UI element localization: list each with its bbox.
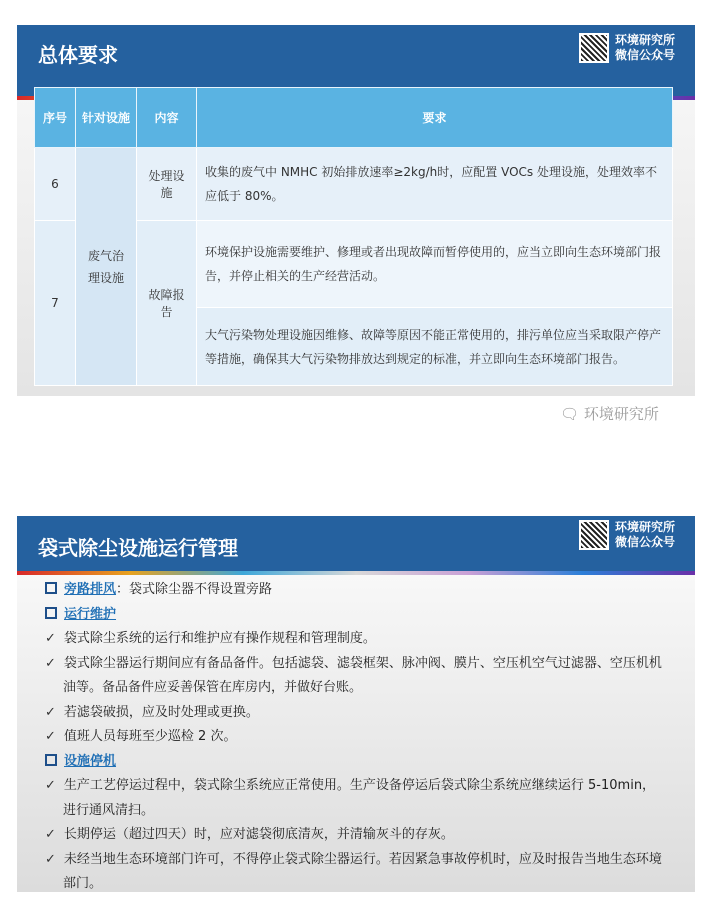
item-text: 袋式除尘器运行期间应有备品备件。包括滤袋、滤袋框架、脉冲阀、膜片、空压机空气过滤器、空压机机油等。备品备件应妥善保管在库房内，并做好台账。 xyxy=(63,655,662,695)
qr-code-icon xyxy=(579,520,609,550)
section-bypass xyxy=(45,578,665,603)
cell-facility: 废气治理设施 xyxy=(76,148,137,386)
list-item xyxy=(45,652,665,701)
section-text: ：袋式除尘器不得设置旁路 xyxy=(116,582,273,597)
item-text: 生产工艺停运过程中，袋式除尘系统应正常使用。生产设备停运后袋式除尘系统应继续运行 5-10min，进行通风清扫。 xyxy=(63,778,656,818)
cell-requirement: 大气污染物处理设施因维修、故障等原因不能正常使用的，排污单位应当采取限产停产等措施，确保其大气污染物排放达到规定的标准，并立即向生态环境部门报告。 xyxy=(197,308,673,386)
check-icon: ✓ xyxy=(45,631,56,646)
logo-line: 环境研究所 xyxy=(614,33,675,47)
check-icon: ✓ xyxy=(45,851,56,867)
cell-content: 处理设施 xyxy=(137,148,197,221)
section-heading: 设施停机 xyxy=(64,753,117,769)
square-bullet-icon xyxy=(45,607,57,619)
col-header: 序号 xyxy=(35,88,76,148)
check-icon: ✓ xyxy=(45,655,56,671)
item-text: 长期停运（超过四天）时，应对滤袋彻底清灰，并清输灰斗的存灰。 xyxy=(63,827,454,842)
slide-content xyxy=(45,578,665,897)
section-heading: 运行维护 xyxy=(64,606,117,622)
table-row xyxy=(35,148,673,221)
slide-title: 袋式除尘设施运行管理 xyxy=(38,536,238,560)
logo-line: 微信公众号 xyxy=(614,535,675,549)
section-maintenance xyxy=(45,603,665,628)
slide-general-requirements xyxy=(17,25,695,396)
slide-bag-filter-management xyxy=(17,516,695,892)
list-item xyxy=(45,823,665,848)
square-bullet-icon xyxy=(45,582,57,594)
section-shutdown xyxy=(45,750,665,775)
item-text: 未经当地生态环境部门许可，不得停止袋式除尘器运行。若因紧急事故停机时，应及时报告当地生态环境部门。 xyxy=(63,851,662,891)
check-icon: ✓ xyxy=(45,778,56,793)
item-text: 袋式除尘系统的运行和维护应有操作规程和管理制度。 xyxy=(63,631,376,646)
slide-header xyxy=(17,516,695,572)
list-item xyxy=(45,774,665,823)
cell-requirement: 收集的废气中 NMHC 初始排放速率≥2kg/h时，应配置 VOCs 处理设施，处理效率不应低于 80%。 xyxy=(197,148,673,221)
section-heading: 旁路排风 xyxy=(64,582,117,597)
check-icon: ✓ xyxy=(45,729,56,744)
logo-line: 环境研究所 xyxy=(614,520,675,534)
cell-content: 故障报告 xyxy=(137,221,197,386)
col-header: 针对设施 xyxy=(76,88,137,148)
list-item xyxy=(45,701,665,726)
item-text: 若滤袋破损，应及时处理或更换。 xyxy=(63,704,259,720)
check-icon: ✓ xyxy=(45,704,56,720)
square-bullet-icon xyxy=(45,754,57,766)
col-header: 要求 xyxy=(197,88,673,148)
list-item xyxy=(45,848,665,897)
watermark-text: 环境研究所 xyxy=(583,405,659,423)
qr-code-icon xyxy=(579,33,609,63)
cell-no: 6 xyxy=(35,148,76,221)
logo xyxy=(579,520,675,550)
watermark: 🗨 环境研究所 xyxy=(560,405,659,423)
cell-no: 7 xyxy=(35,221,76,386)
check-icon: ✓ xyxy=(45,827,56,842)
cell-requirement: 环境保护设施需要维护、修理或者出现故障而暂停使用的，应当立即向生态环境部门报告，并停止相关的生产经营活动。 xyxy=(197,221,673,308)
rainbow-divider xyxy=(17,571,695,575)
col-header: 内容 xyxy=(137,88,197,148)
list-item xyxy=(45,627,665,652)
slide-title: 总体要求 xyxy=(38,43,118,67)
logo xyxy=(579,33,675,63)
item-text: 值班人员每班至少巡检 2 次。 xyxy=(63,729,237,744)
logo-line: 微信公众号 xyxy=(614,48,675,62)
requirements-table xyxy=(34,87,673,386)
list-item xyxy=(45,725,665,750)
